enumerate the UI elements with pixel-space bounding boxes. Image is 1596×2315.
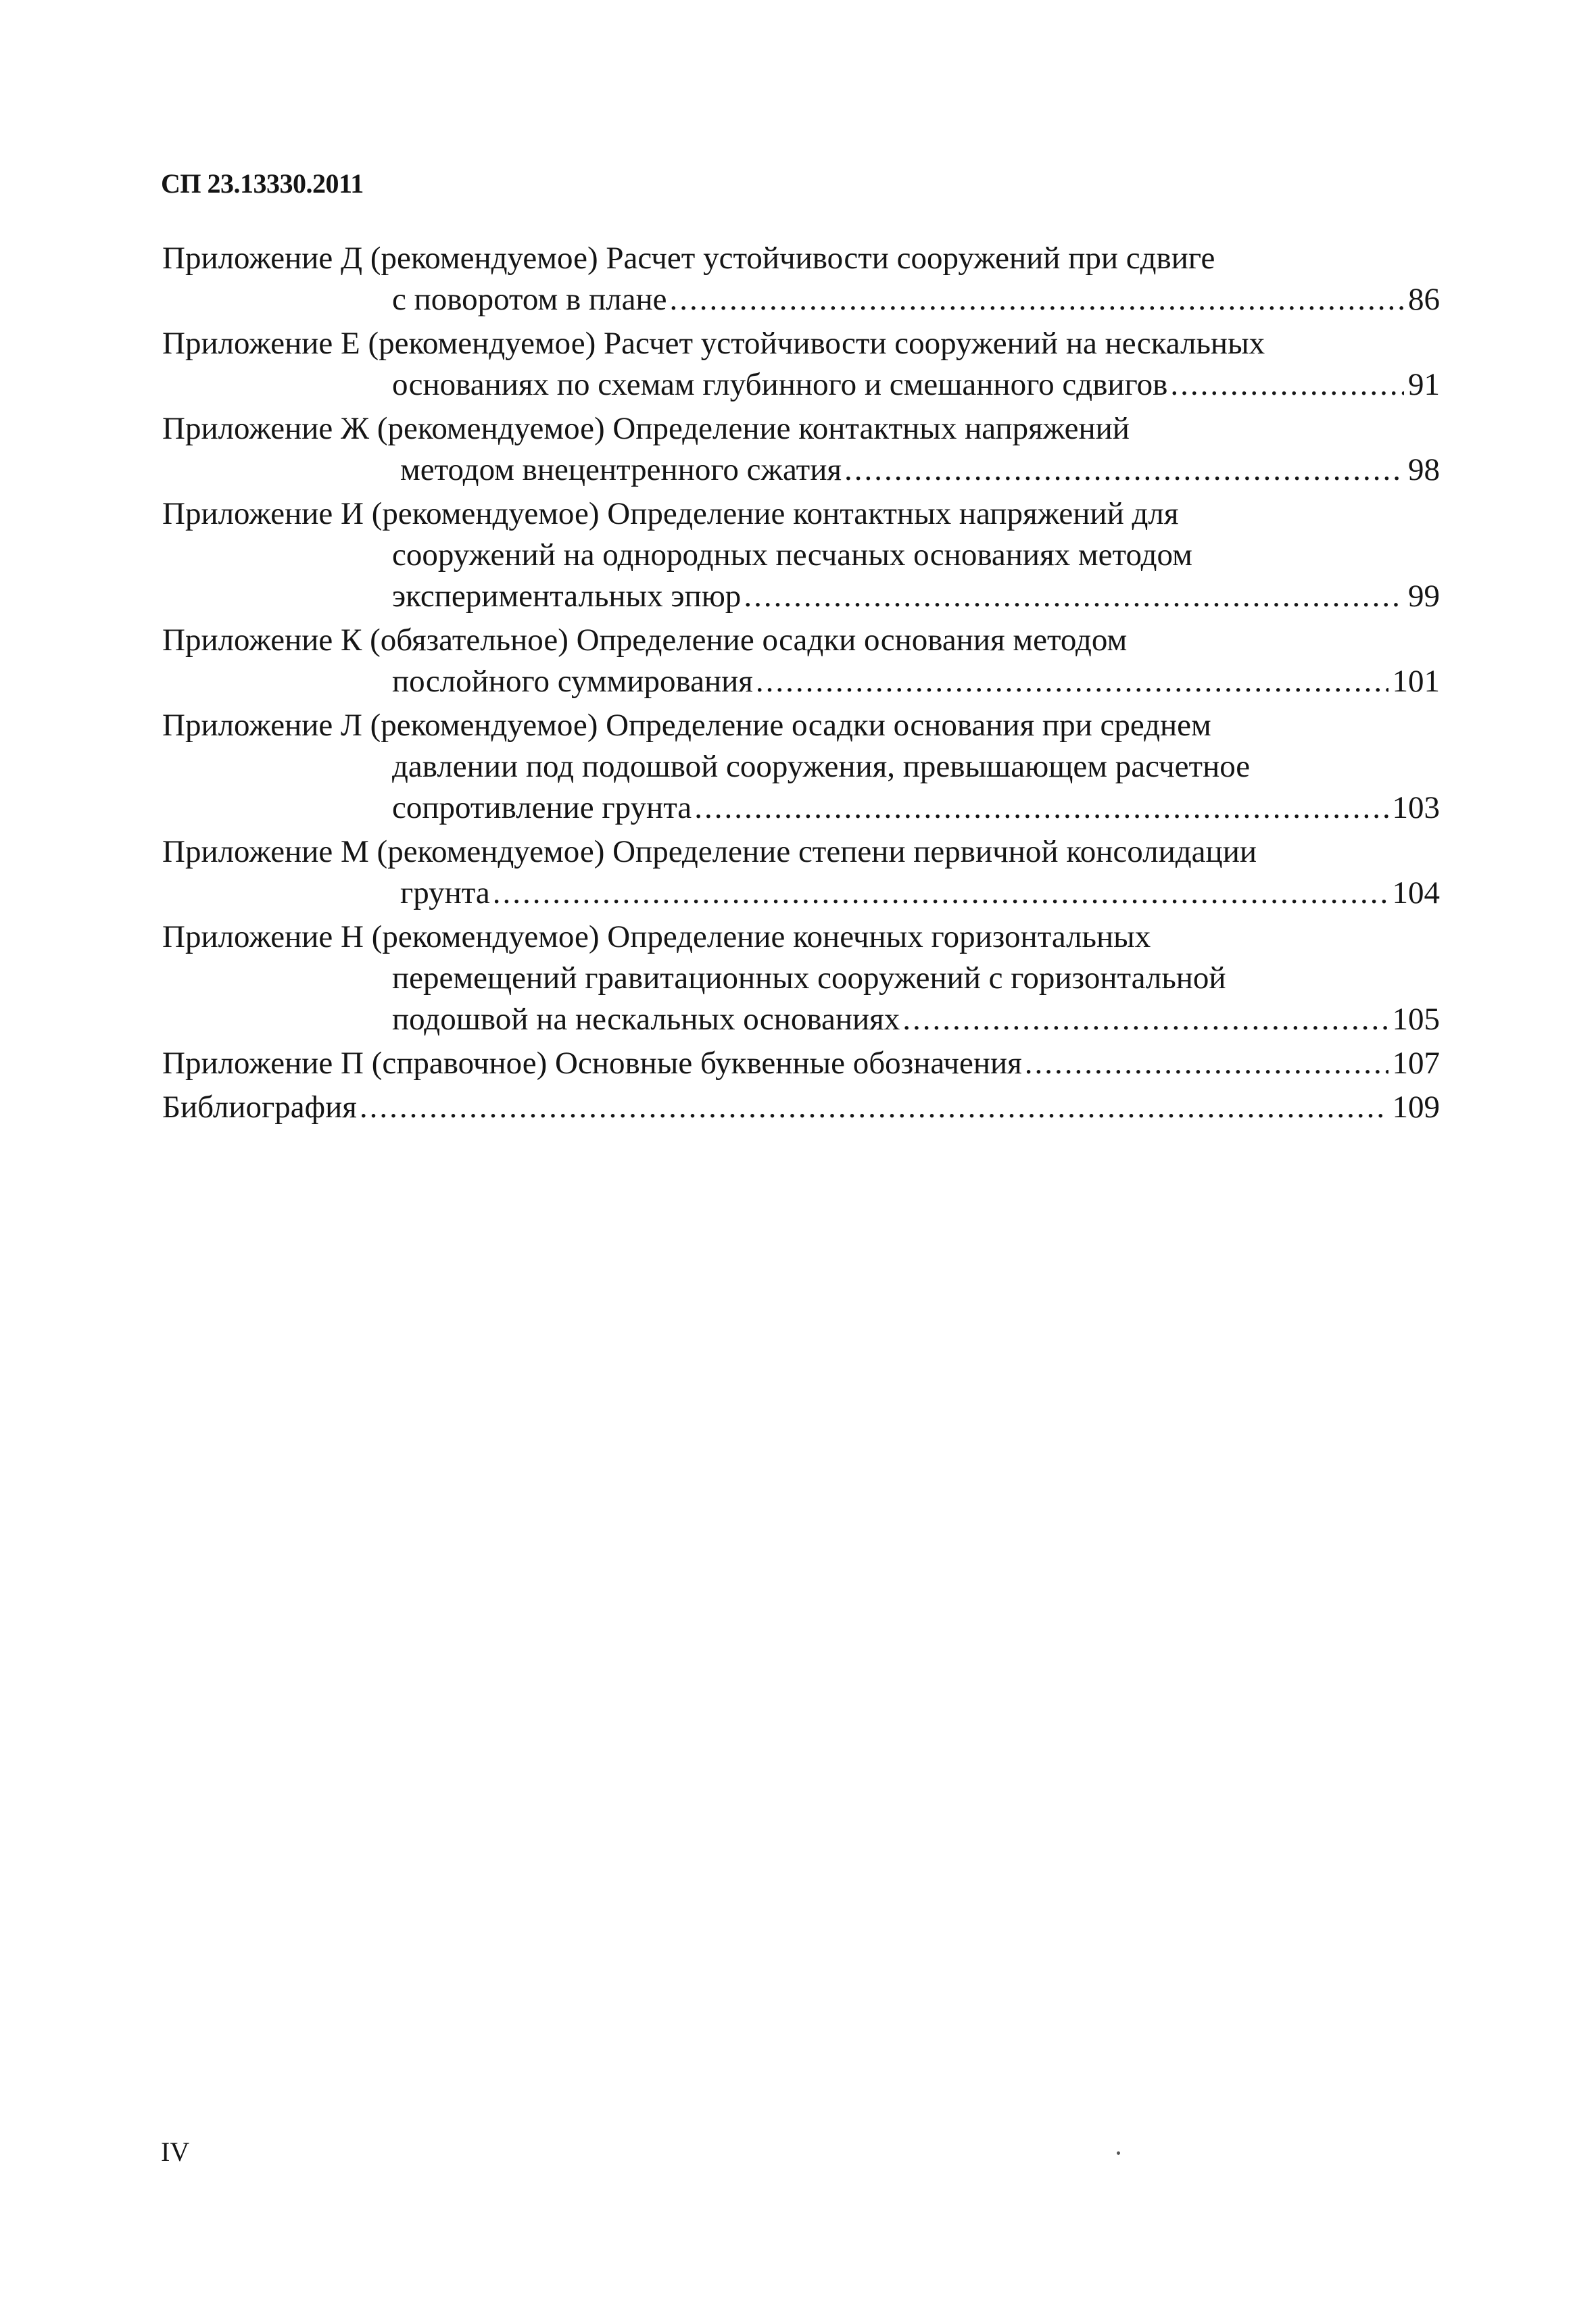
toc-entry-title-cont: грунта xyxy=(400,875,490,910)
toc-page-number: 99 xyxy=(1408,579,1440,614)
toc-entry-title-cont: послойного суммирования xyxy=(392,664,753,699)
dot-leader xyxy=(902,999,1388,1040)
dot-leader xyxy=(360,1087,1388,1128)
toc-entry-bibliography[interactable] xyxy=(162,1087,1440,1128)
toc-entry-appendix-n[interactable] xyxy=(162,917,1440,1040)
toc-entry-title: Приложение И (рекомендуемое) Определение контактных напряжений для xyxy=(162,496,1179,531)
toc-entry-title-cont: основаниях по схемам глубинного и смешанного сдвигов xyxy=(392,367,1168,402)
dot-leader xyxy=(744,576,1404,617)
table-of-contents xyxy=(162,238,1440,1131)
toc-entry-appendix-p[interactable] xyxy=(162,1043,1440,1084)
toc-entry-title-cont: сооружений на однородных песчаных основаниях методом xyxy=(392,537,1192,572)
toc-entry-title: Приложение П (справочное) Основные буквенные обозначения xyxy=(162,1046,1022,1081)
toc-entry-appendix-zh[interactable] xyxy=(162,408,1440,491)
dot-leader xyxy=(756,661,1388,702)
toc-entry-appendix-e[interactable] xyxy=(162,323,1440,406)
toc-entry-appendix-k[interactable] xyxy=(162,620,1440,702)
toc-entry-title: Приложение Н (рекомендуемое) Определение конечных горизонтальных xyxy=(162,919,1151,954)
toc-entry-title-cont: экспериментальных эпюр xyxy=(392,579,742,614)
toc-page-number: 86 xyxy=(1408,282,1440,317)
toc-page-number: 107 xyxy=(1392,1046,1440,1081)
toc-entry-title-cont: с поворотом в плане xyxy=(392,282,667,317)
toc-entry-title-cont: методом внецентренного сжатия xyxy=(400,452,842,487)
toc-page-number: 98 xyxy=(1408,452,1440,487)
toc-entry-title: Приложение Е (рекомендуемое) Расчет устойчивости сооружений на нескальных xyxy=(162,326,1265,361)
toc-entry-title: Приложение М (рекомендуемое) Определение степени первичной консолидации xyxy=(162,834,1257,869)
toc-entry-appendix-l[interactable] xyxy=(162,705,1440,829)
toc-page-number: 104 xyxy=(1392,875,1440,910)
toc-entry-title: Приложение Л (рекомендуемое) Определение осадки основания при среднем xyxy=(162,708,1211,743)
dot-leader xyxy=(694,787,1388,829)
dot-leader xyxy=(844,449,1404,491)
toc-page-number: 109 xyxy=(1392,1090,1440,1125)
toc-entry-appendix-d[interactable] xyxy=(162,238,1440,320)
document-code: СП 23.13330.2011 xyxy=(161,168,364,199)
scan-speck xyxy=(1117,2151,1120,2155)
toc-entry-title: Приложение Д (рекомендуемое) Расчет устойчивости сооружений при сдвиге xyxy=(162,241,1215,276)
toc-page-number: 101 xyxy=(1392,664,1440,699)
toc-entry-title: Приложение К (обязательное) Определение осадки основания методом xyxy=(162,623,1128,658)
dot-leader xyxy=(493,873,1388,914)
toc-entry-title-cont: давлении под подошвой сооружения, превышающем расчетное xyxy=(392,749,1251,784)
toc-entry-title: Библиография xyxy=(162,1090,357,1125)
toc-entry-appendix-m[interactable] xyxy=(162,831,1440,914)
toc-entry-appendix-i[interactable] xyxy=(162,493,1440,617)
toc-page-number: 103 xyxy=(1392,790,1440,825)
toc-entry-title-cont: перемещений гравитационных сооружений с горизонтальной xyxy=(392,960,1226,996)
dot-leader xyxy=(1025,1043,1388,1084)
page-number: IV xyxy=(161,2137,190,2167)
toc-entry-title-cont: подошвой на нескальных основаниях xyxy=(392,1002,900,1037)
toc-page-number: 105 xyxy=(1392,1002,1440,1037)
toc-entry-title: Приложение Ж (рекомендуемое) Определение контактных напряжений xyxy=(162,411,1130,446)
toc-page-number: 91 xyxy=(1408,367,1440,402)
toc-entry-title-cont: сопротивление грунта xyxy=(392,790,692,825)
dot-leader xyxy=(1170,364,1404,406)
dot-leader xyxy=(669,279,1404,320)
